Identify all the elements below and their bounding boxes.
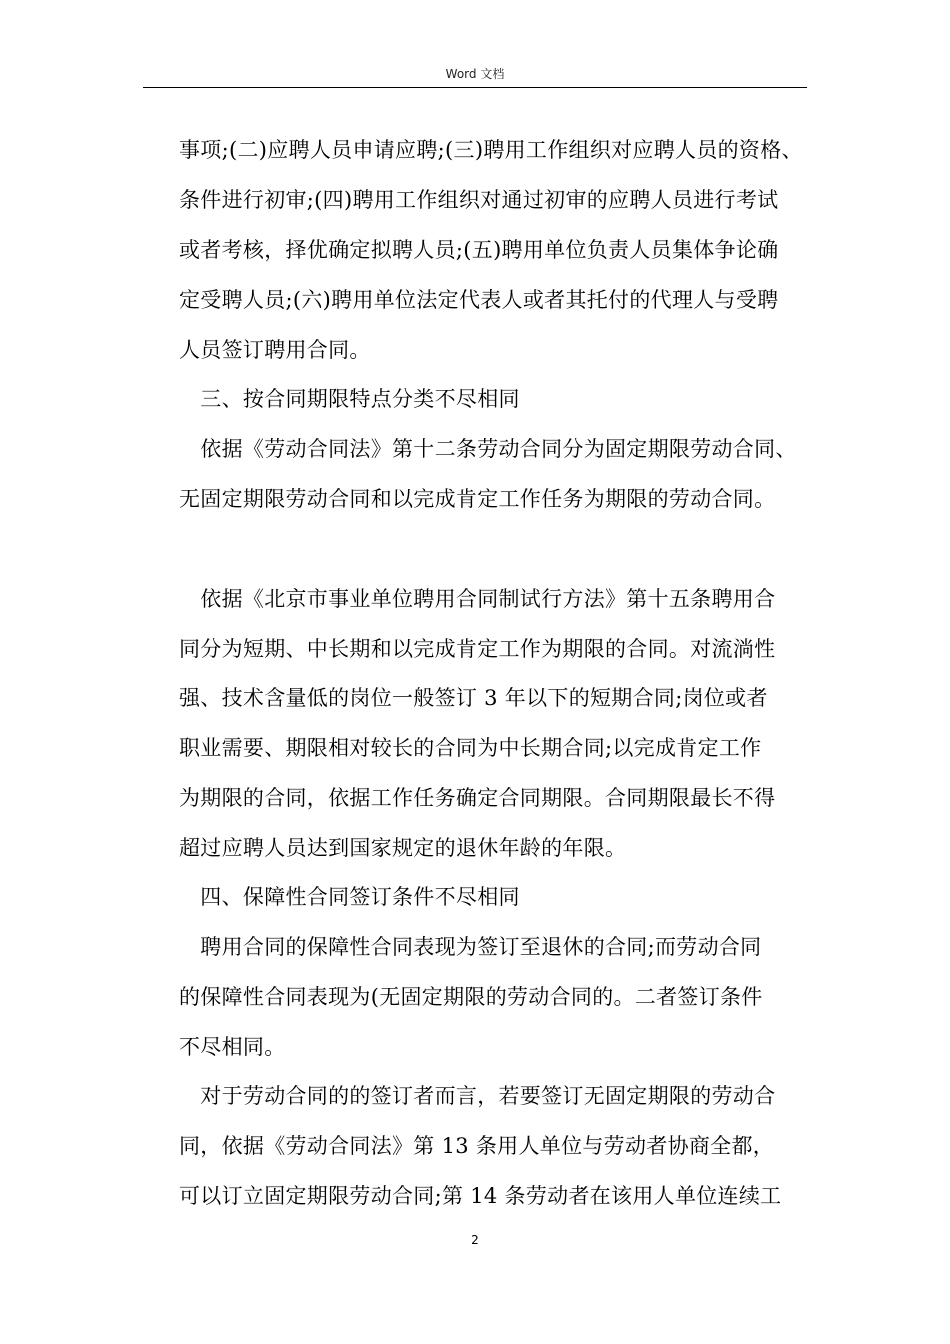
body-line: 依据《劳动合同法》第十二条劳动合同分为固定期限劳动合同、 [179, 437, 797, 461]
body-line: 超过应聘人员达到国家规定的退休年龄的年限。 [179, 836, 627, 860]
body-line: 为期限的合同，依据工作任务确定合同期限。合同期限最长不得 [179, 786, 776, 810]
body-line: 或者考核，择优确定拟聘人员;(五)聘用单位负责人员集体争论确 [179, 238, 779, 262]
section-heading: 三、按合同期限特点分类不尽相同 [179, 387, 520, 411]
body-line: 人员签订聘用合同。 [179, 338, 371, 362]
body-line: 不尽相同。 [179, 1035, 286, 1059]
body-line: 强、技术含量低的岗位一般签订 3 年以下的短期合同;岗位或者 [179, 686, 768, 710]
body-line: 依据《北京市事业单位聘用合同制试行方法》第十五条聘用合 [179, 587, 776, 611]
body-line: 的保障性合同表现为(无固定期限的劳动合同的。二者签订条件 [179, 985, 763, 1009]
section-heading: 四、保障性合同签订条件不尽相同 [179, 885, 520, 909]
page-number: 2 [471, 1233, 479, 1247]
page-header-title: Word 文档 [445, 67, 505, 81]
body-line: 事项;(二)应聘人员申请应聘;(三)聘用工作组织对应聘人员的资格、 [179, 138, 803, 162]
header-divider [143, 87, 807, 88]
body-line: 职业需要、期限相对较长的合同为中长期合同;以完成肯定工作 [179, 736, 762, 760]
body-line: 同分为短期、中长期和以完成肯定工作为期限的合同。对流淌性 [179, 637, 776, 661]
body-line: 聘用合同的保障性合同表现为签订至退休的合同;而劳动合同 [179, 935, 762, 959]
body-line: 对于劳动合同的的签订者而言，若要签订无固定期限的劳动合 [179, 1084, 776, 1108]
body-line: 无固定期限劳动合同和以完成肯定工作任务为期限的劳动合同。 [179, 487, 776, 511]
body-line: 可以订立固定期限劳动合同;第 14 条劳动者在该用人单位连续工 [179, 1184, 782, 1208]
body-line: 条件进行初审;(四)聘用工作组织对通过初审的应聘人员进行考试 [179, 188, 779, 212]
body-line: 定受聘人员;(六)聘用单位法定代表人或者其托付的代理人与受聘 [179, 288, 779, 312]
body-line: 同，依据《劳动合同法》第 13 条用人单位与劳动者协商全都， [179, 1134, 775, 1158]
